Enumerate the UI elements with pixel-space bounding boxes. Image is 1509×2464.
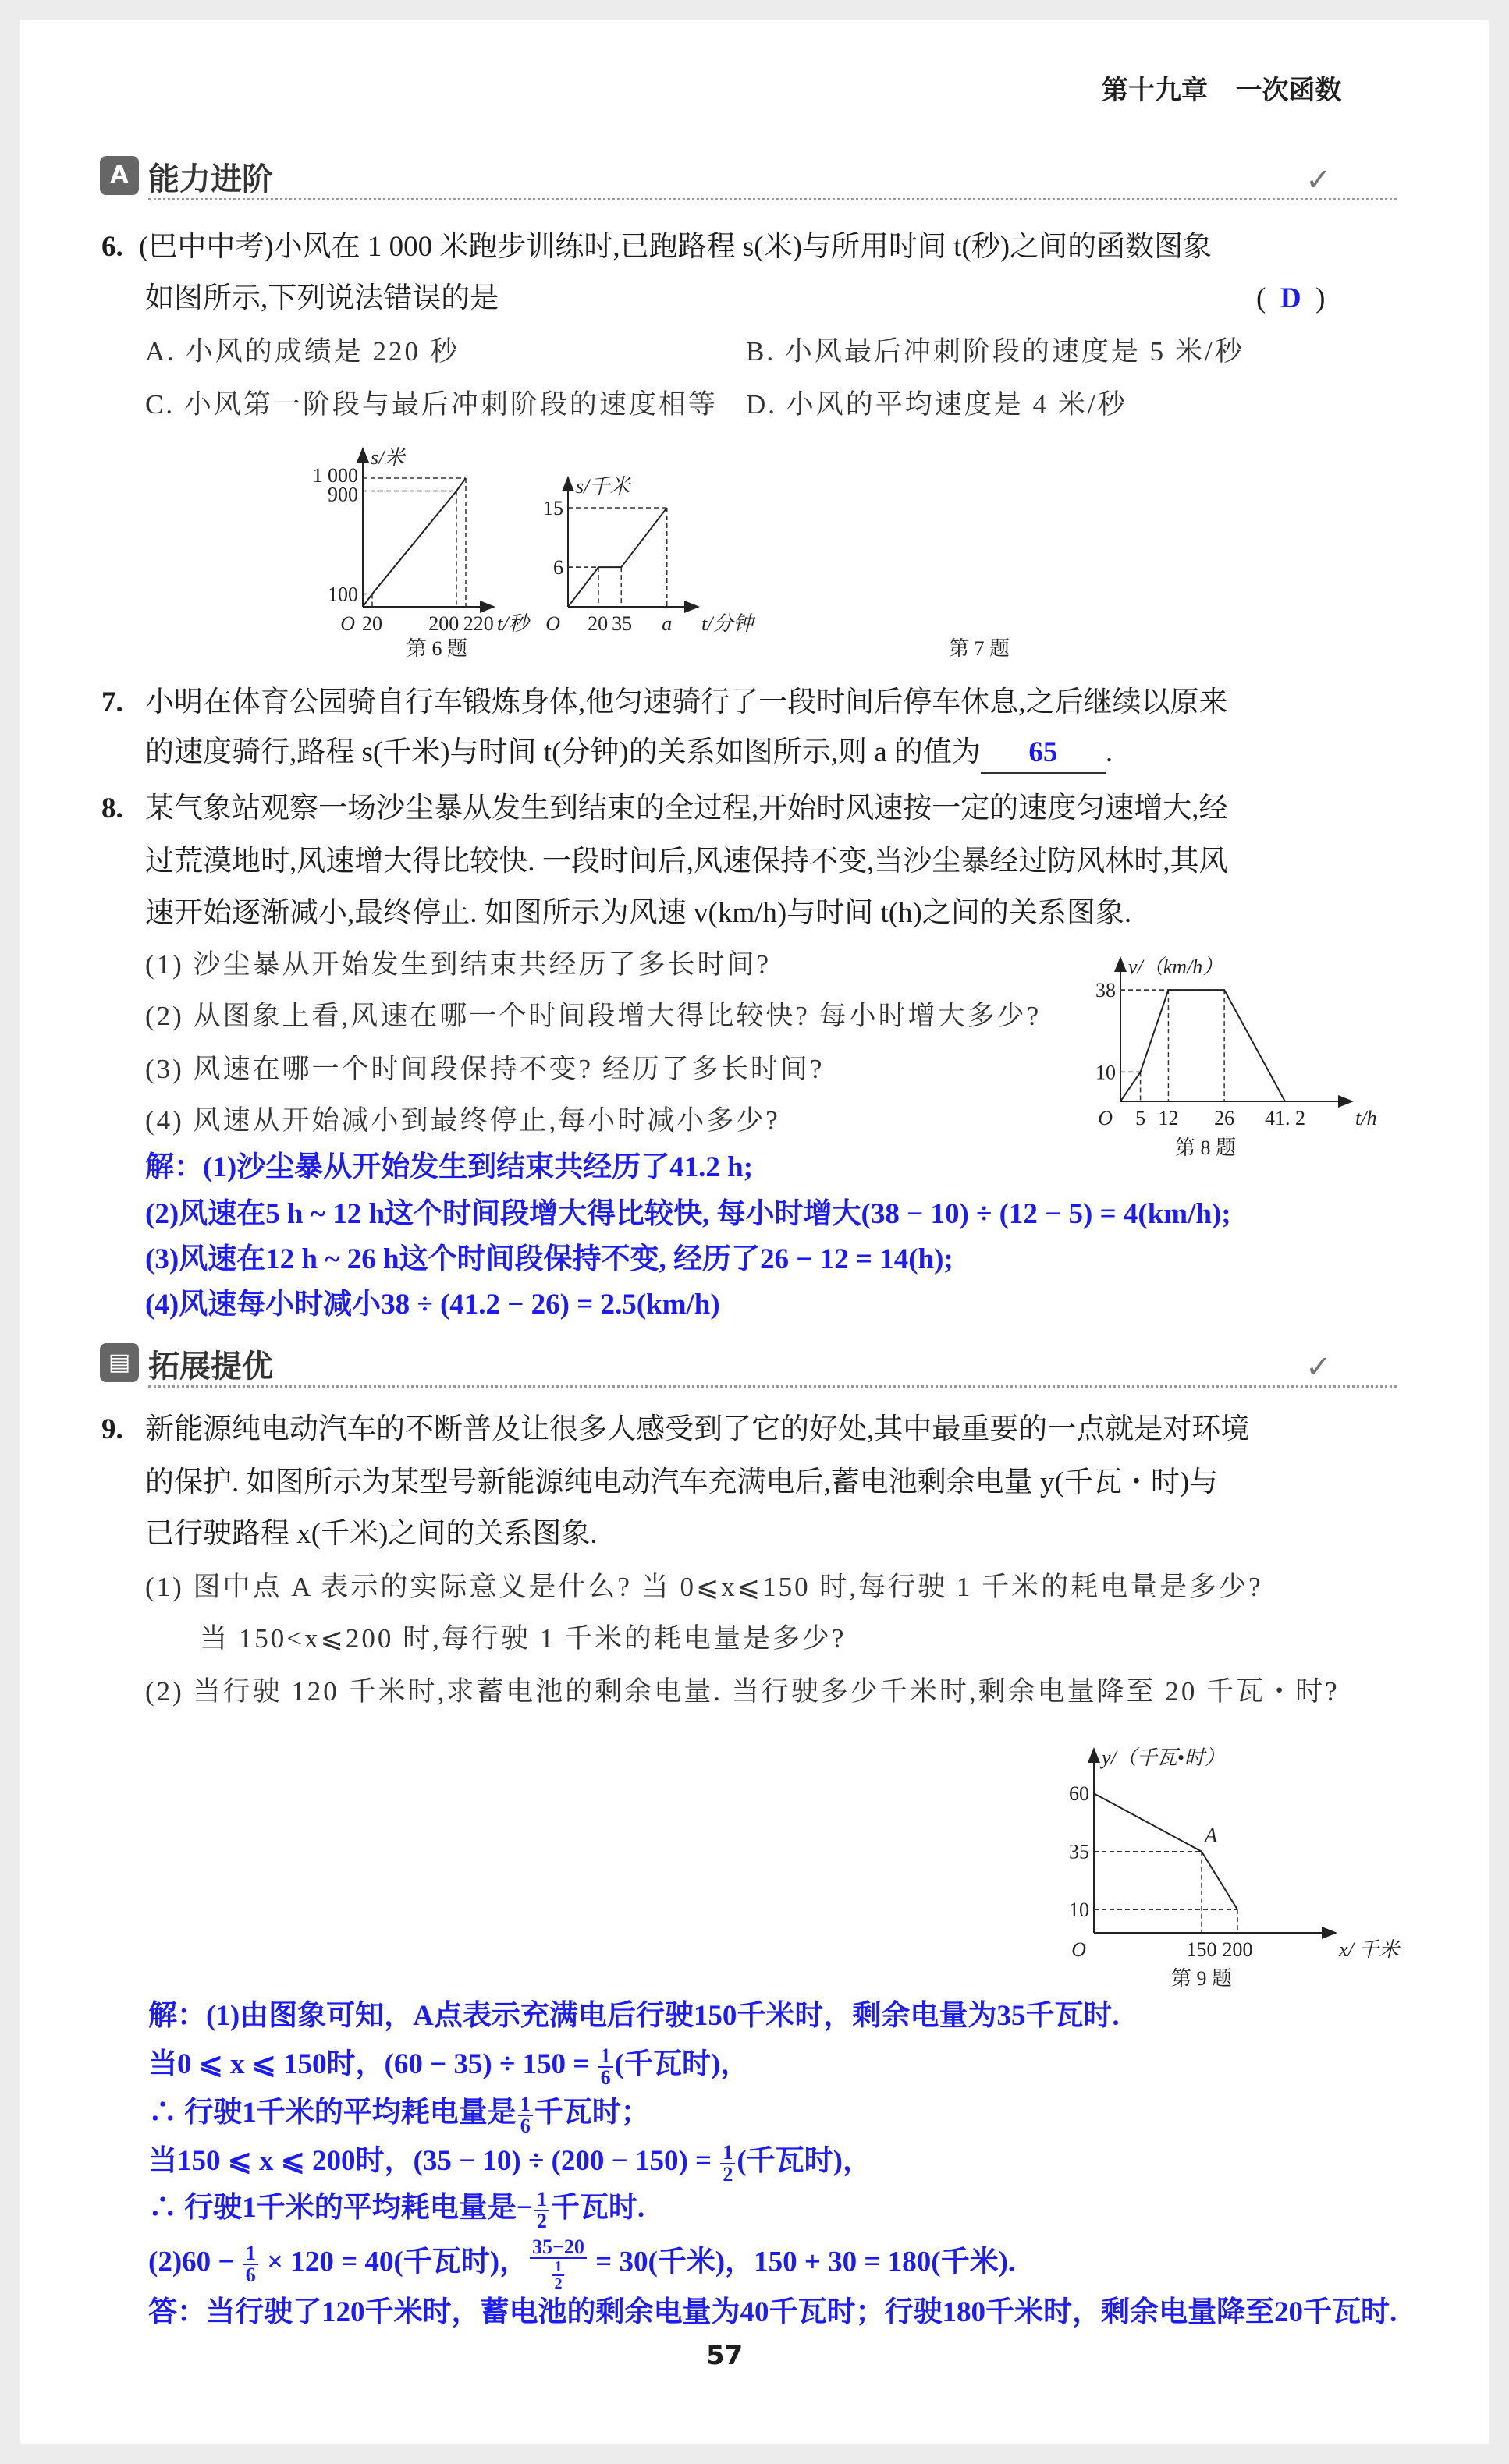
x-tick-label: 20 [362,612,382,635]
text: 当0 ⩽ x ⩽ 150时，(60 − 35) ÷ 150 = [148,2048,597,2080]
denominator: 6 [520,2114,531,2137]
x-tick-label: 5 [1135,1107,1146,1129]
question-text: 已行驶路程 x(千米)之间的关系图象. [145,1518,598,1550]
chapter-number: 第十九章 [1102,75,1208,106]
origin-label: O [1071,1938,1086,1961]
figure-caption: 第 9 题 [1170,1967,1233,1990]
numerator: 1 [534,2189,549,2211]
denominator: 2 [536,2209,547,2232]
section-title: 能力进阶 [148,161,273,197]
rocket-icon: A [100,156,139,195]
denominator: 6 [600,2065,611,2089]
x-axis-label: t/秒 [497,612,529,635]
question-text: 新能源纯电动汽车的不断普及让很多人感受到了它的好处,其中最重要的一点就是对环境 [145,1413,1250,1445]
x-axis-label: x/ 千米 [1339,1938,1400,1961]
text: × 120 = 40(千瓦时)， [259,2246,529,2278]
y-tick-label: 900 [328,483,358,506]
option-a: A. 小风的成绩是 220 秒 [145,336,460,367]
question-number: 7. [101,686,123,718]
question-text: 小明在体育公园骑自行车锻炼身体,他匀速骑行了一段时间后停车休息,之后继续以原来 [145,686,1228,718]
solution-line: (2)风速在5 h ~ 12 h这个时间段增大得比较快, 每小时增大(38 − 10) ÷ (12 − 5) = 4(km/h); [145,1198,1231,1230]
checkmark-icon: ✓ [1305,162,1332,198]
question-number: 9. [101,1413,123,1445]
x-tick-label: 200 [428,612,460,635]
option-d: D. 小风的平均速度是 4 米/秒 [746,389,1127,420]
numerator: 1 [720,2143,735,2164]
checkmark-icon: ✓ [1305,1349,1332,1385]
y-tick-label: 10 [1095,1061,1116,1084]
x-tick-label: 41. 2 [1264,1107,1305,1129]
origin-label: O [1098,1107,1113,1129]
y-axis-label: s/千米 [576,475,630,498]
question-text-part: 的速度骑行,路程 s(千米)与时间 t(分钟)的关系如图所示,则 a 的值为 [145,736,981,768]
y-tick-label: 1 000 [312,463,358,487]
origin-label: O [340,612,355,635]
x-axis-label: t/分钟 [701,612,754,635]
y-tick-label: 100 [328,583,358,606]
y-tick-label: 10 [1069,1899,1089,1922]
choice-answer: D [1280,282,1301,314]
question-text: 速开始逐渐减小,最终停止. 如图所示为风速 v(km/h)与时间 t(h)之间的关系图象. [145,897,1132,929]
chapter-title: 一次函数 [1235,75,1342,106]
y-tick-label: 60 [1069,1782,1089,1806]
numerator: 1 [552,2259,564,2276]
text: (千瓦时)， [737,2145,872,2177]
figure-caption: 第 7 题 [948,637,1010,660]
denominator: 6 [245,2264,256,2286]
sub-question: (1) 沙尘暴从开始发生到结束共经历了多长时间? [145,949,772,980]
y-tick-label: 38 [1095,979,1116,1002]
text: = 30(千米)，150 + 30 = 180(千米). [588,2246,1016,2278]
x-tick-label: 35 [612,612,633,635]
text: (2)60 − [148,2246,242,2278]
denominator: 2 [723,2162,733,2186]
x-tick-label: 20 [588,612,609,635]
data-line [568,508,667,607]
question-text: (巴中中考)小风在 1 000 米跑步训练时,已跑路程 s(米)与所用时间 t(秒)之间的函数图象 [139,231,1213,263]
book-icon: ▤ [100,1343,139,1382]
sub-question: 当 150<x⩽200 时,每行驶 1 千米的耗电量是多少? [200,1623,847,1654]
section-title: 拓展提优 [148,1349,273,1384]
solution-line: (3)风速在12 h ~ 26 h这个时间段保持不变, 经历了26 − 12 = 14(h); [145,1243,953,1275]
text: 千瓦时； [534,2097,650,2129]
solution-line: 解：(1)由图象可知，A点表示充满电后行驶150千米时，剩余电量为35千瓦时. [148,2000,1120,2032]
text: 千瓦时. [550,2192,645,2224]
question-number: 8. [101,792,123,824]
question-text: 的保护. 如图所示为某型号新能源纯电动汽车充满电后,蓄电池剩余电量 y(千瓦・时)与 [145,1466,1219,1498]
answer-line: 答：当行驶了120千米时，蓄电池的剩余电量为40千瓦时；行驶180千米时，剩余电量降至20千瓦时. [148,2296,1397,2328]
data-line [1120,990,1285,1101]
x-tick-label: 12 [1158,1107,1179,1129]
question-text: 某气象站观察一场沙尘暴从发生到结束的全过程,开始时风速按一定的速度匀速增大,经 [145,792,1228,824]
fill-answer: 65 [981,733,1106,774]
figure-caption: 第 8 题 [1174,1136,1237,1159]
x-tick-label: 26 [1214,1107,1235,1129]
page-number: 57 [706,2340,744,2371]
y-tick-label: 15 [543,496,563,519]
question-text: 过荒漠地时,风速增大得比较快. 一段时间后,风速保持不变,当沙尘暴经过防风林时,其风 [145,846,1228,877]
numerator: 1 [598,2046,613,2068]
text: ∴ 行驶1千米的平均耗电量是 [148,2097,517,2129]
y-axis-label: s/米 [371,446,405,469]
data-line [363,478,466,607]
y-axis-label: v/（km/h） [1128,955,1223,978]
solution-line: 解：(1)沙尘暴从开始发生到结束共经历了41.2 h; [145,1151,754,1183]
denominator: 2 [554,2275,563,2292]
paren-close: ) [1315,282,1326,314]
y-tick-label: 35 [1069,1840,1089,1863]
origin-label: O [545,612,560,635]
point-label: A [1205,1824,1217,1847]
x-tick-label: 200 [1222,1938,1253,1961]
x-tick-label: 220 [463,612,494,635]
x-tick-label: a [662,612,673,635]
text: 当150 ⩽ x ⩽ 200时，(35 − 10) ÷ (200 − 150) = [148,2145,719,2177]
solution-line: (4)风速每小时减小38 ÷ (41.2 − 26) = 2.5(km/h) [145,1289,720,1321]
sub-question: (3) 风速在哪一个时间段保持不变? 经历了多长时间? [145,1054,825,1084]
sub-question: (4) 风速从开始减小到最终停止,每小时减小多少? [145,1105,780,1136]
x-axis-label: t/h [1355,1107,1377,1129]
y-axis-label: y/（千瓦•时） [1102,1746,1225,1769]
numerator: 1 [518,2094,533,2116]
numerator: 1 [243,2243,258,2265]
paren-open: ( [1256,282,1266,314]
x-tick-label: 150 [1186,1938,1217,1961]
option-c: C. 小风第一阶段与最后冲刺阶段的速度相等 [145,389,718,420]
option-b: B. 小风最后冲刺阶段的速度是 5 米/秒 [746,336,1244,367]
question-text: 如图所示,下列说法错误的是 [145,282,499,314]
y-tick-label: 6 [553,556,563,580]
text: ∴ 行驶1千米的平均耗电量是− [148,2192,533,2224]
period: . [1105,736,1113,768]
sub-question: (2) 当行驶 120 千米时,求蓄电池的剩余电量. 当行驶多少千米时,剩余电量降至 20 千瓦・时? [145,1676,1340,1707]
numerator: 35−20 [530,2237,587,2259]
question-number: 6. [101,231,123,263]
text: (千瓦时)， [614,2048,750,2080]
sub-question: (1) 图中点 A 表示的实际意义是什么? 当 0⩽x⩽150 时,每行驶 1 千米的耗电量是多少? [145,1572,1263,1602]
sub-question: (2) 从图象上看,风速在哪一个时间段增大得比较快? 每小时增大多少? [145,1001,1042,1031]
figure-caption: 第 6 题 [406,637,468,660]
